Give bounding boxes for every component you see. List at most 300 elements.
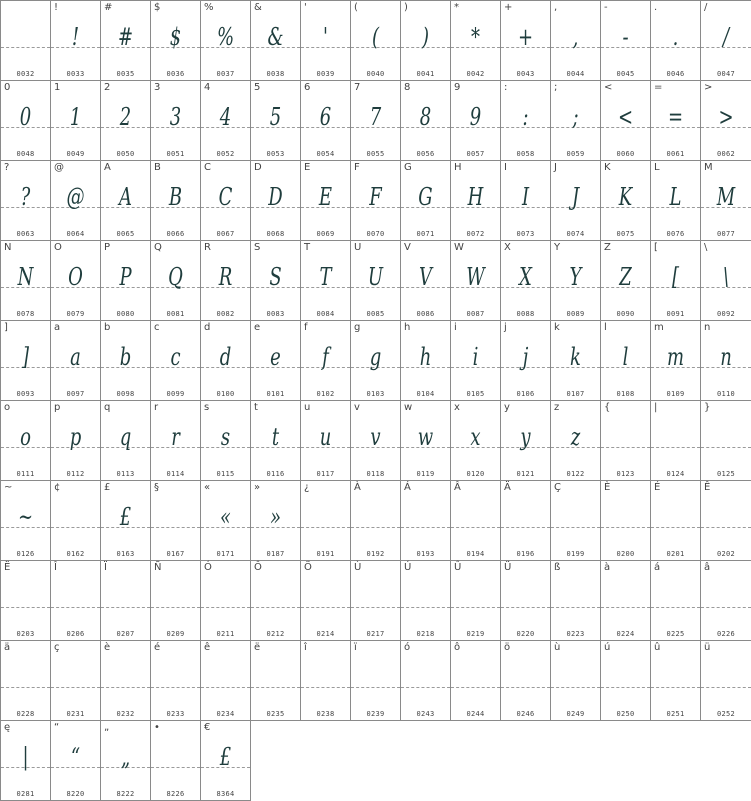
glyph-cell[interactable] xyxy=(301,1,351,81)
glyph-cell[interactable] xyxy=(251,561,301,641)
cell-character-label: Ñ xyxy=(154,562,162,573)
cell-character-label: : xyxy=(504,82,508,93)
glyph-cell[interactable] xyxy=(251,81,301,161)
glyph-cell[interactable] xyxy=(551,641,601,721)
cell-character-label: z xyxy=(554,402,560,413)
glyph-sample xyxy=(707,415,745,459)
glyph-cell[interactable] xyxy=(351,81,401,161)
cell-code-label: 0209 xyxy=(166,630,185,638)
cell-code-label: 0055 xyxy=(366,150,385,158)
glyph-cell[interactable] xyxy=(701,401,751,481)
glyph-cell[interactable] xyxy=(401,561,451,641)
glyph-cell[interactable] xyxy=(501,1,551,81)
cell-code-label: 0078 xyxy=(16,310,35,318)
cell-code-label: 0249 xyxy=(566,710,585,718)
cell-code-label: 8364 xyxy=(216,790,235,798)
glyph-cell[interactable] xyxy=(201,321,251,401)
glyph-sample: ' xyxy=(323,23,328,51)
glyph-cell[interactable] xyxy=(651,1,701,81)
cell-character-label: e xyxy=(254,322,261,333)
cell-code-label: 0052 xyxy=(216,150,235,158)
cell-code-label: 0045 xyxy=(616,70,635,78)
glyph-cell[interactable] xyxy=(201,721,251,801)
glyph-cell[interactable] xyxy=(251,401,301,481)
glyph-cell[interactable] xyxy=(201,641,251,721)
cell-character-label: ë xyxy=(254,642,261,653)
cell-character-label: g xyxy=(354,322,361,333)
glyph-cell[interactable] xyxy=(1,81,51,161)
glyph-sample xyxy=(507,495,544,539)
glyph-cell[interactable] xyxy=(251,641,301,721)
glyph-sample xyxy=(457,495,494,539)
glyph-cell[interactable] xyxy=(451,481,501,561)
cell-code-label: 0243 xyxy=(416,710,435,718)
glyph-cell[interactable] xyxy=(301,241,351,321)
glyph-cell[interactable] xyxy=(451,1,501,81)
cell-code-label: 0065 xyxy=(116,230,135,238)
cell-character-label: £ xyxy=(104,482,111,493)
cell-code-label: 0199 xyxy=(566,550,585,558)
glyph-sample: H xyxy=(467,183,484,211)
cell-character-label: n xyxy=(704,322,711,333)
cell-code-label: 0233 xyxy=(166,710,185,718)
glyph-sample: I xyxy=(521,183,530,211)
glyph-cell[interactable] xyxy=(701,161,751,241)
glyph-sample: n xyxy=(720,343,732,371)
cell-character-label: é xyxy=(154,642,161,653)
glyph-sample xyxy=(157,735,194,779)
glyph-sample: O xyxy=(68,263,83,291)
glyph-sample: e xyxy=(270,343,281,371)
cell-character-label: D xyxy=(254,162,262,173)
cell-code-label: 0187 xyxy=(266,550,285,558)
glyph-sample xyxy=(557,655,594,699)
glyph-cell[interactable] xyxy=(151,81,201,161)
glyph-cell[interactable] xyxy=(101,641,151,721)
glyph-cell[interactable] xyxy=(1,241,51,321)
glyph-cell[interactable] xyxy=(151,161,201,241)
glyph-cell[interactable] xyxy=(101,561,151,641)
glyph-cell[interactable] xyxy=(201,1,251,81)
cell-character-label: - xyxy=(604,2,608,13)
glyph-cell[interactable] xyxy=(701,1,751,81)
glyph-sample: d xyxy=(219,343,232,371)
cell-character-label: î xyxy=(304,642,307,653)
glyph-cell[interactable] xyxy=(251,1,301,81)
cell-code-label: 0086 xyxy=(416,310,435,318)
glyph-cell[interactable] xyxy=(601,401,651,481)
glyph-sample: t xyxy=(271,423,280,451)
glyph-cell[interactable] xyxy=(101,721,151,801)
glyph-cell[interactable] xyxy=(101,481,151,561)
glyph-cell[interactable] xyxy=(651,641,701,721)
cell-code-label: 0050 xyxy=(116,150,135,158)
cell-character-label: H xyxy=(454,162,462,173)
cell-code-label: 0105 xyxy=(466,390,485,398)
glyph-cell[interactable] xyxy=(51,481,101,561)
glyph-sample: 6 xyxy=(319,103,332,131)
cell-code-label: 0120 xyxy=(466,470,485,478)
cell-code-label: 0116 xyxy=(266,470,285,478)
glyph-cell[interactable] xyxy=(351,241,401,321)
glyph-sample: \ xyxy=(722,263,730,291)
glyph-cell[interactable] xyxy=(201,241,251,321)
cell-character-label: G xyxy=(404,162,412,173)
glyph-cell[interactable] xyxy=(1,401,51,481)
cell-character-label: ï xyxy=(354,642,357,653)
glyph-cell[interactable] xyxy=(401,481,451,561)
glyph-sample xyxy=(607,575,644,619)
cell-character-label: > xyxy=(704,82,713,93)
glyph-sample xyxy=(557,575,594,619)
cell-character-label: ù xyxy=(554,642,561,653)
cell-code-label: 0200 xyxy=(616,550,635,558)
glyph-cell[interactable] xyxy=(701,241,751,321)
glyph-cell[interactable] xyxy=(451,561,501,641)
glyph-cell[interactable] xyxy=(601,561,651,641)
glyph-sample: # xyxy=(117,23,134,51)
cell-character-label: V xyxy=(404,242,411,253)
cell-code-label: 0202 xyxy=(716,550,736,558)
glyph-cell[interactable] xyxy=(151,481,201,561)
cell-code-label: 0217 xyxy=(366,630,385,638)
cell-code-label: 0121 xyxy=(516,470,535,478)
glyph-sample xyxy=(607,415,644,459)
cell-character-label: [ xyxy=(654,242,658,253)
glyph-cell[interactable] xyxy=(551,561,601,641)
glyph-cell[interactable] xyxy=(301,401,351,481)
cell-character-label: ô xyxy=(454,642,461,653)
cell-character-label: v xyxy=(354,402,360,413)
cell-character-label: t xyxy=(254,402,258,413)
glyph-sample xyxy=(557,495,594,539)
cell-character-label: ä xyxy=(4,642,11,653)
cell-character-label: I xyxy=(504,162,507,173)
glyph-cell[interactable] xyxy=(301,321,351,401)
glyph-cell[interactable] xyxy=(51,401,101,481)
glyph-cell[interactable] xyxy=(51,241,101,321)
cell-character-label: ( xyxy=(354,2,358,13)
cell-character-label: Ä xyxy=(504,482,511,493)
glyph-cell[interactable] xyxy=(1,481,51,561)
cell-character-label: Ù xyxy=(354,562,362,573)
glyph-cell[interactable] xyxy=(1,1,51,81)
cell-character-label: á xyxy=(654,562,661,573)
cell-character-label: 7 xyxy=(354,82,361,93)
glyph-cell[interactable] xyxy=(501,161,551,241)
glyph-cell[interactable] xyxy=(401,401,451,481)
glyph-cell[interactable] xyxy=(401,161,451,241)
glyph-cell[interactable] xyxy=(201,401,251,481)
glyph-cell[interactable] xyxy=(51,161,101,241)
glyph-cell[interactable] xyxy=(551,241,601,321)
cell-character-label: 4 xyxy=(204,82,211,93)
glyph-cell[interactable] xyxy=(301,161,351,241)
cell-character-label: J xyxy=(554,162,557,173)
glyph-cell[interactable] xyxy=(601,481,651,561)
glyph-cell[interactable] xyxy=(151,241,201,321)
glyph-cell[interactable] xyxy=(601,161,651,241)
glyph-sample: , xyxy=(572,23,579,51)
glyph-sample: y xyxy=(520,423,531,451)
glyph-cell[interactable] xyxy=(701,321,751,401)
glyph-sample xyxy=(7,15,44,59)
cell-character-label: b xyxy=(104,322,111,333)
cell-code-label: 0081 xyxy=(166,310,185,318)
cell-code-label: 0088 xyxy=(516,310,535,318)
glyph-cell[interactable] xyxy=(251,241,301,321)
glyph-cell[interactable] xyxy=(351,481,401,561)
glyph-sample: o xyxy=(20,423,31,451)
glyph-cell[interactable] xyxy=(601,81,651,161)
cell-code-label: 0112 xyxy=(66,470,85,478)
glyph-cell[interactable] xyxy=(651,401,701,481)
glyph-cell[interactable] xyxy=(351,1,401,81)
cell-code-label: 0091 xyxy=(666,310,685,318)
glyph-cell[interactable] xyxy=(301,81,351,161)
glyph-cell[interactable] xyxy=(551,321,601,401)
cell-character-label: k xyxy=(554,322,560,333)
glyph-cell[interactable] xyxy=(101,1,151,81)
glyph-cell[interactable] xyxy=(201,481,251,561)
cell-character-label: ê xyxy=(204,642,211,653)
glyph-cell[interactable] xyxy=(101,81,151,161)
glyph-cell[interactable] xyxy=(151,401,201,481)
glyph-cell[interactable] xyxy=(51,81,101,161)
glyph-cell[interactable] xyxy=(251,481,301,561)
glyph-cell[interactable] xyxy=(401,241,451,321)
cell-code-label: 0054 xyxy=(316,150,335,158)
glyph-cell[interactable] xyxy=(1,161,51,241)
glyph-cell[interactable] xyxy=(51,641,101,721)
glyph-cell[interactable] xyxy=(551,481,601,561)
cell-code-label: 0203 xyxy=(16,630,35,638)
glyph-cell[interactable] xyxy=(251,321,301,401)
glyph-sample: 4 xyxy=(219,103,232,131)
cell-code-label: 0060 xyxy=(616,150,635,158)
glyph-sample xyxy=(57,655,94,699)
glyph-cell[interactable] xyxy=(701,641,751,721)
glyph-sample: r xyxy=(171,423,180,451)
cell-code-label: 0232 xyxy=(116,710,135,718)
glyph-sample: 3 xyxy=(169,103,182,131)
cell-code-label: 0101 xyxy=(266,390,285,398)
glyph-cell[interactable] xyxy=(451,81,501,161)
glyph-cell[interactable] xyxy=(51,321,101,401)
glyph-cell[interactable] xyxy=(301,561,351,641)
glyph-cell[interactable] xyxy=(701,81,751,161)
glyph-cell[interactable] xyxy=(601,321,651,401)
glyph-cell[interactable] xyxy=(51,561,101,641)
cell-code-label: 0109 xyxy=(666,390,685,398)
glyph-sample xyxy=(457,575,494,619)
cell-character-label: Ö xyxy=(304,562,312,573)
glyph-sample xyxy=(7,655,44,699)
cell-character-label: ¿ xyxy=(304,482,310,493)
glyph-cell[interactable] xyxy=(1,561,51,641)
glyph-cell[interactable] xyxy=(501,561,551,641)
glyph-cell[interactable] xyxy=(51,1,101,81)
cell-character-label: + xyxy=(504,2,513,13)
cell-code-label: 0033 xyxy=(66,70,85,78)
glyph-cell[interactable] xyxy=(551,81,601,161)
glyph-cell[interactable] xyxy=(151,641,201,721)
glyph-cell[interactable] xyxy=(151,1,201,81)
glyph-cell[interactable] xyxy=(301,641,351,721)
glyph-cell[interactable] xyxy=(501,321,551,401)
cell-code-label: 0231 xyxy=(66,710,85,718)
glyph-cell[interactable] xyxy=(151,321,201,401)
cell-character-label: B xyxy=(154,162,161,173)
glyph-cell[interactable] xyxy=(1,321,51,401)
cell-code-label: 0080 xyxy=(116,310,135,318)
cell-code-label: 8220 xyxy=(66,790,85,798)
glyph-cell[interactable] xyxy=(401,81,451,161)
cell-character-label: j xyxy=(504,322,507,333)
cell-code-label: 0047 xyxy=(716,70,736,78)
glyph-sample: h xyxy=(419,343,432,371)
glyph-cell[interactable] xyxy=(651,161,701,241)
cell-character-label: f xyxy=(304,322,308,333)
glyph-sample: @ xyxy=(66,183,85,211)
glyph-cell[interactable] xyxy=(451,161,501,241)
glyph-cell[interactable] xyxy=(251,161,301,241)
cell-character-label: û xyxy=(654,642,661,653)
glyph-cell[interactable] xyxy=(551,161,601,241)
glyph-cell[interactable] xyxy=(351,641,401,721)
glyph-cell[interactable] xyxy=(651,81,701,161)
glyph-cell[interactable] xyxy=(501,481,551,561)
glyph-sample xyxy=(257,655,294,699)
cell-code-label: 0119 xyxy=(416,470,435,478)
glyph-cell[interactable] xyxy=(301,481,351,561)
cell-character-label: $ xyxy=(154,2,161,13)
glyph-cell[interactable] xyxy=(101,321,151,401)
glyph-sample xyxy=(707,575,745,619)
glyph-cell[interactable] xyxy=(651,481,701,561)
glyph-cell[interactable] xyxy=(451,641,501,721)
glyph-sample xyxy=(107,655,144,699)
glyph-cell[interactable] xyxy=(651,241,701,321)
cell-code-label: 0110 xyxy=(716,390,736,398)
glyph-sample: „ xyxy=(120,743,131,771)
cell-character-label: d xyxy=(204,322,211,333)
glyph-cell[interactable] xyxy=(101,241,151,321)
cell-character-label: Á xyxy=(404,482,411,493)
cell-character-label: C xyxy=(204,162,211,173)
cell-code-label: 0225 xyxy=(666,630,685,638)
cell-code-label: 0196 xyxy=(516,550,535,558)
glyph-cell[interactable] xyxy=(351,161,401,241)
cell-code-label: 0124 xyxy=(666,470,685,478)
glyph-cell[interactable] xyxy=(401,641,451,721)
glyph-cell[interactable] xyxy=(1,641,51,721)
glyph-cell[interactable] xyxy=(351,321,401,401)
cell-code-label: 0077 xyxy=(716,230,736,238)
glyph-sample xyxy=(707,495,745,539)
cell-character-label: # xyxy=(104,2,113,13)
glyph-sample xyxy=(607,495,644,539)
glyph-cell[interactable] xyxy=(201,561,251,641)
glyph-cell[interactable] xyxy=(701,481,751,561)
cell-code-label: 0066 xyxy=(166,230,185,238)
glyph-cell[interactable] xyxy=(701,561,751,641)
cell-character-label: Q xyxy=(154,242,162,253)
glyph-cell[interactable] xyxy=(351,561,401,641)
cell-code-label: 0087 xyxy=(466,310,485,318)
cell-code-label: 0114 xyxy=(166,470,185,478)
glyph-cell[interactable] xyxy=(551,401,601,481)
glyph-sample: A xyxy=(118,183,133,211)
glyph-cell[interactable] xyxy=(401,321,451,401)
cell-character-label: 0 xyxy=(4,82,11,93)
glyph-cell[interactable] xyxy=(151,561,201,641)
glyph-sample xyxy=(307,655,344,699)
glyph-cell[interactable] xyxy=(501,241,551,321)
cell-code-label: 0059 xyxy=(566,150,585,158)
glyph-sample: : xyxy=(522,103,529,131)
glyph-sample: S xyxy=(269,263,282,291)
glyph-cell[interactable] xyxy=(401,1,451,81)
glyph-sample: ) xyxy=(421,23,430,51)
glyph-sample: g xyxy=(369,343,382,371)
cell-code-label: 0085 xyxy=(366,310,385,318)
cell-code-label: 0214 xyxy=(316,630,335,638)
glyph-cell[interactable] xyxy=(101,401,151,481)
cell-character-label: ü xyxy=(704,642,711,653)
cell-code-label: 0126 xyxy=(16,550,35,558)
glyph-cell[interactable] xyxy=(601,1,651,81)
cell-character-label: ; xyxy=(554,82,558,93)
cell-code-label: 0035 xyxy=(116,70,135,78)
glyph-cell[interactable] xyxy=(451,241,501,321)
glyph-sample: + xyxy=(517,23,534,51)
cell-code-label: 0235 xyxy=(266,710,285,718)
glyph-cell[interactable] xyxy=(501,641,551,721)
cell-code-label: 0098 xyxy=(116,390,135,398)
glyph-cell[interactable] xyxy=(201,161,251,241)
glyph-cell[interactable] xyxy=(351,401,401,481)
glyph-sample: D xyxy=(268,183,283,211)
glyph-cell[interactable] xyxy=(151,721,201,801)
glyph-cell[interactable] xyxy=(51,721,101,801)
glyph-cell[interactable] xyxy=(601,241,651,321)
glyph-sample xyxy=(657,415,694,459)
cell-code-label: 0072 xyxy=(466,230,485,238)
glyph-sample: X xyxy=(519,263,532,291)
cell-code-label: 0067 xyxy=(216,230,235,238)
cell-code-label: 0092 xyxy=(716,310,736,318)
glyph-cell[interactable] xyxy=(651,561,701,641)
glyph-cell[interactable] xyxy=(1,721,51,801)
cell-character-label: S xyxy=(254,242,261,253)
glyph-cell[interactable] xyxy=(501,81,551,161)
glyph-sample: U xyxy=(367,263,384,291)
glyph-cell[interactable] xyxy=(451,321,501,401)
glyph-cell[interactable] xyxy=(101,161,151,241)
glyph-cell[interactable] xyxy=(501,401,551,481)
glyph-cell[interactable] xyxy=(201,81,251,161)
cell-code-label: 0122 xyxy=(566,470,585,478)
glyph-cell[interactable] xyxy=(451,401,501,481)
cell-character-label: 3 xyxy=(154,82,161,93)
glyph-sample: J xyxy=(571,183,580,211)
glyph-cell[interactable] xyxy=(601,641,651,721)
cell-character-label: » xyxy=(254,482,261,493)
cell-character-label: F xyxy=(354,162,360,173)
glyph-cell[interactable] xyxy=(551,1,601,81)
glyph-cell[interactable] xyxy=(651,321,701,401)
